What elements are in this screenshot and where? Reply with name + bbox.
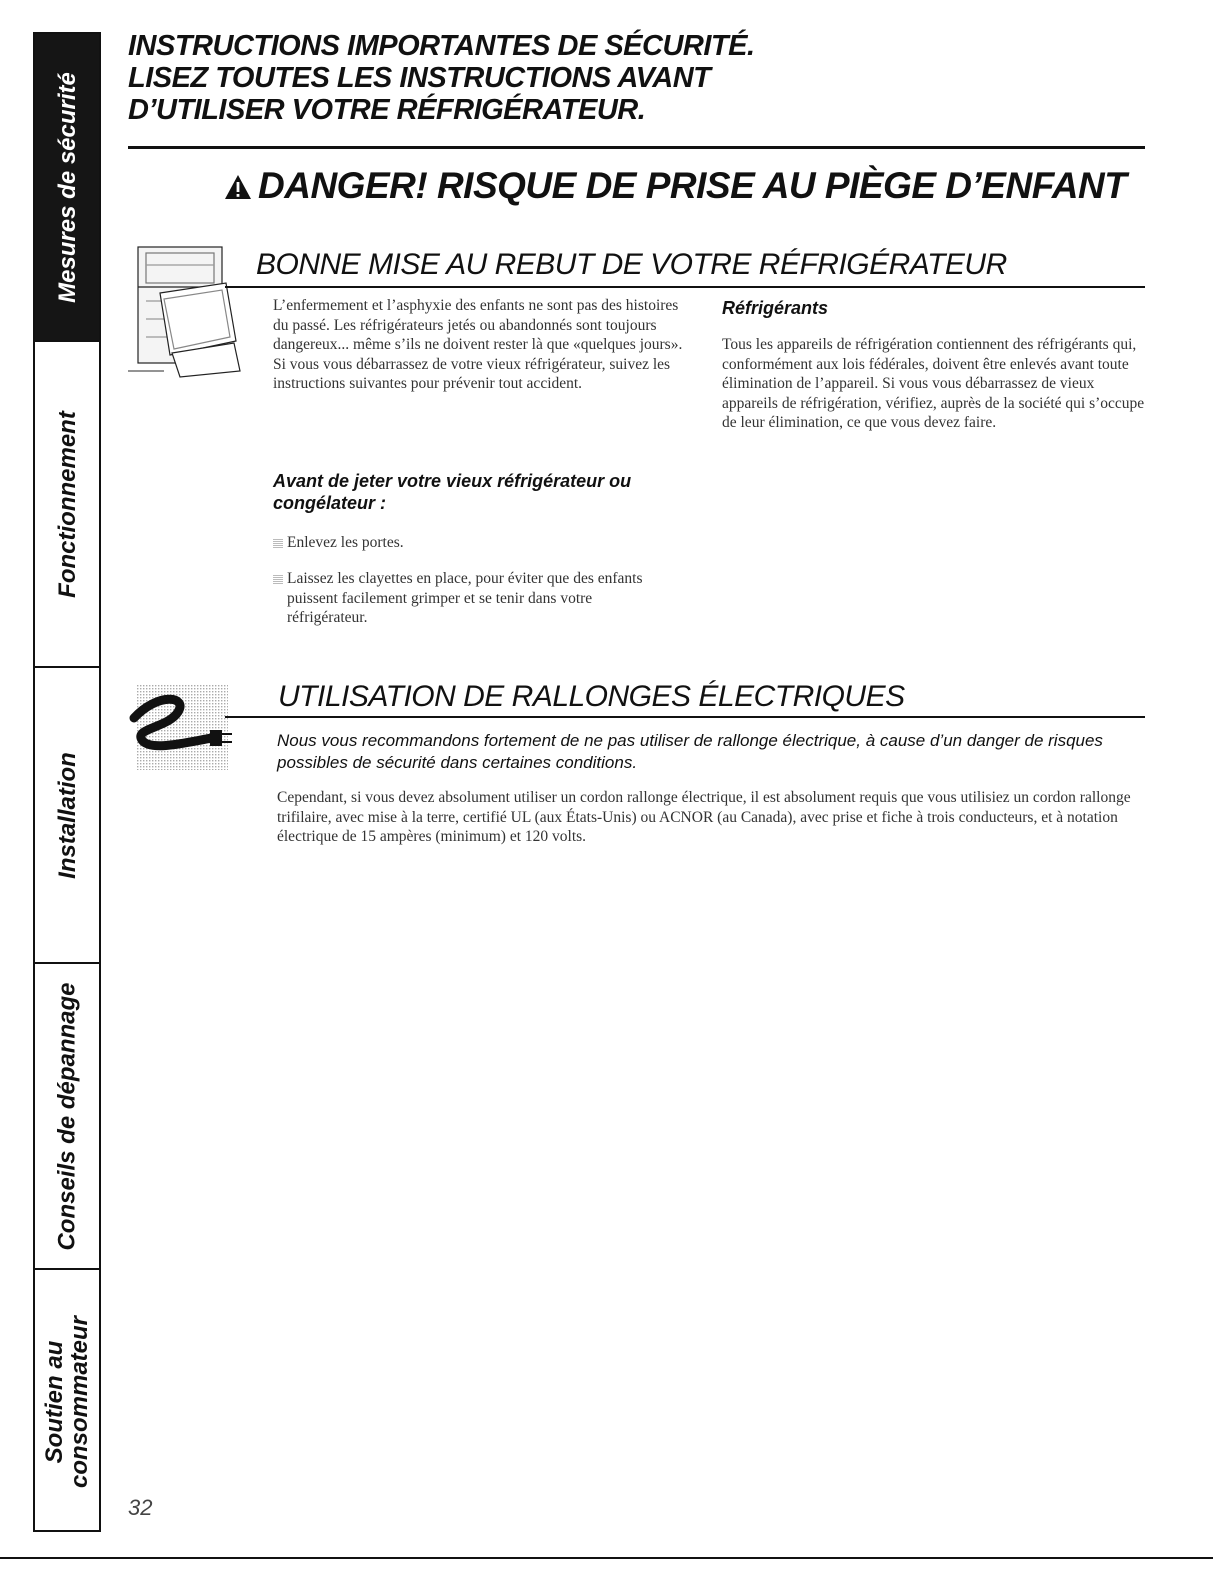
tab-label: Fonctionnement — [53, 410, 81, 598]
intro-paragraph: L’enfermement et l’asphyxie des enfants ne sont pas des histoires du passé. Les réfrigérateurs jetés ou abandonnés sont toujours dangereux... même s’ils ne doivent rester là que «quelques jours». Si vous vous débarrassez de votre vieux réfrigérateur, suivez les instructions suivantes pour prévenir tout accident. — [273, 297, 683, 392]
refrigerants-paragraph: Tous les appareils de réfrigération contiennent des réfrigérants qui, conformément aux lois fédérales, doivent être enlevés avant toute élimination de l’appareil. Si vous vous débarrassez de vieux appareils de réfrigération, vérifiez, auprès de la société qui s’occupe de leur élimination, ce que vous devez faire. — [722, 336, 1145, 431]
section-divider — [225, 286, 1145, 288]
fridge-illustration — [128, 243, 248, 378]
list-item — [273, 533, 683, 553]
header-line: INSTRUCTIONS IMPORTANTES DE SÉCURITÉ. — [128, 30, 755, 62]
warning-triangle-icon — [224, 166, 252, 210]
tab-label: Conseils de dépannage — [53, 981, 81, 1251]
bullet-icon — [273, 538, 283, 548]
danger-title: DANGER! RISQUE DE PRISE AU PIÈGE D’ENFANT — [258, 165, 1127, 206]
section-title: BONNE MISE AU REBUT DE VOTRE RÉFRIGÉRATEUR — [256, 248, 1007, 281]
bottom-divider — [0, 1557, 1213, 1559]
section-title: UTILISATION DE RALLONGES ÉLECTRIQUES — [278, 680, 905, 713]
tab-label-line: consommateur — [66, 1315, 94, 1489]
tab-label-line: Soutien au — [41, 1340, 69, 1464]
disposal-subheading: Avant de jeter votre vieux réfrigérateur ou congélateur : — [273, 471, 632, 513]
tab-conseils-de-depannage[interactable] — [35, 964, 99, 1270]
tab-label: Installation — [53, 751, 81, 879]
header-line: LISEZ TOUTES LES INSTRUCTIONS AVANT — [128, 62, 711, 94]
header-divider — [128, 146, 1145, 149]
bullet-icon — [273, 574, 283, 584]
header-line: D’UTILISER VOTRE RÉFRIGÉRATEUR. — [128, 94, 646, 126]
tab-label — [42, 1316, 92, 1488]
list-item — [273, 569, 673, 628]
tab-fonctionnement[interactable] — [35, 342, 99, 668]
extension-cord-icon — [128, 682, 238, 772]
tab-soutien-au-consommateur[interactable] — [35, 1270, 99, 1534]
page-header — [128, 30, 1145, 126]
list-item-text: Enlevez les portes. — [287, 534, 404, 551]
refrigerants-heading: Réfrigérants — [722, 298, 829, 318]
recommendation-text: Nous vous recommandons fortement de ne pas utiliser de rallonge électrique, à cause d’un danger de risques possibles de sécurité dans certaines conditions. — [277, 731, 1103, 772]
danger-heading — [224, 164, 1154, 210]
tab-label: Mesures de sécurité — [53, 71, 81, 303]
section-divider — [225, 716, 1145, 718]
list-item-text: Laissez les clayettes en place, pour éviter que des enfants puissent facilement grimper et se tenir dans votre réfrigérateur. — [287, 570, 643, 626]
side-tab-bar — [33, 32, 101, 1532]
tab-installation[interactable] — [35, 668, 99, 964]
page-number: 32 — [128, 1495, 153, 1520]
tab-mesures-de-securite[interactable] — [35, 34, 99, 342]
extension-cord-paragraph: Cependant, si vous devez absolument utiliser un cordon rallonge électrique, il est absolument requis que vous utilisiez un cordon rallonge trifilaire, avec mise à la terre, certifié UL (aux États-Unis) ou ACNOR (au Canada), avec prise et fiche à trois conducteurs, et à notation électrique de 15 ampères (minimum) et 120 volts. — [277, 789, 1131, 845]
